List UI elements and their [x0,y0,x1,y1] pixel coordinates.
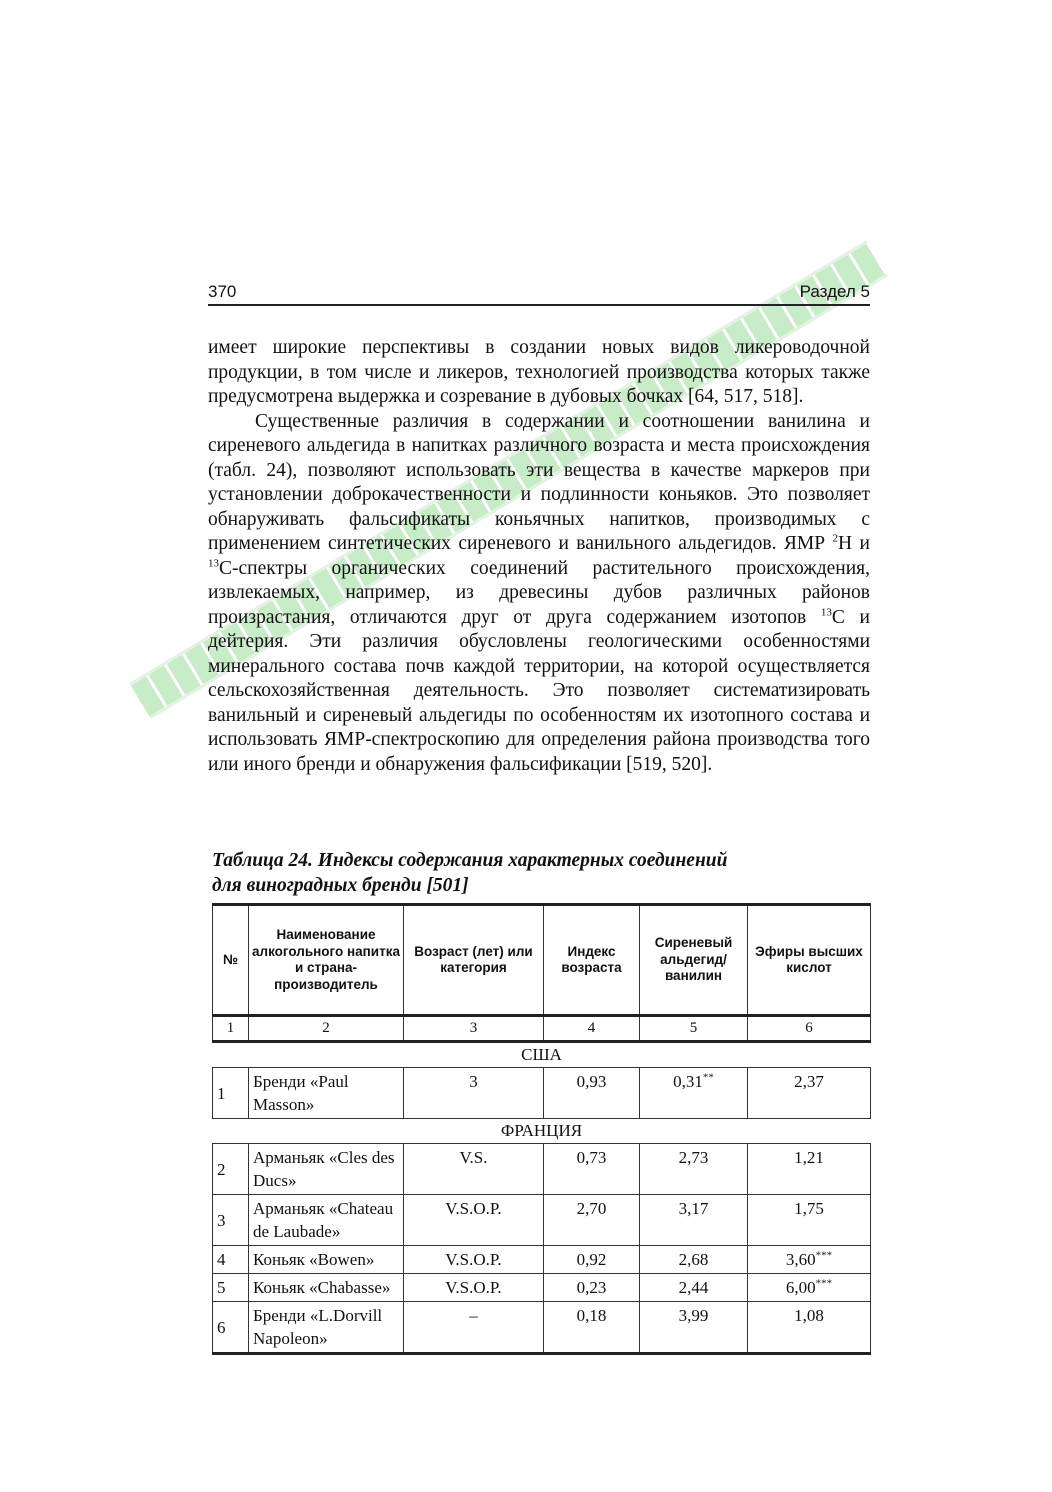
row-age: V.S.O.P. [404,1195,544,1246]
paragraph-2 [208,410,870,778]
row-name: Бренди «L.Dorvill Napoleon» [249,1302,404,1354]
footnote-mark: ** [702,1071,714,1084]
table-row [213,1246,871,1274]
column-number: 5 [640,1016,748,1042]
row-esters [748,1195,871,1246]
row-esters [748,1274,871,1302]
ratio-value: 2,68 [678,1250,709,1269]
row-age: 3 [404,1068,544,1119]
column-number: 2 [249,1016,404,1042]
col-header-name: Наименование алкогольного напитка и страна-производитель [249,905,404,1016]
column-number: 1 [213,1016,249,1042]
col-header-age: Возраст (лет) или категория [404,905,544,1016]
footnote-mark: *** [815,1249,833,1262]
running-header [208,280,870,306]
row-number: 1 [213,1068,249,1119]
row-index: 0,73 [544,1144,640,1195]
row-number: 2 [213,1144,249,1195]
esters-value: 1,08 [794,1306,824,1325]
row-ratio [640,1068,748,1119]
table-row [213,1274,871,1302]
row-name: Арманьяк «Chateau de Laubade» [249,1195,404,1246]
body-text [208,336,870,777]
row-name: Бренди «Paul Masson» [249,1068,404,1119]
row-age: – [404,1302,544,1354]
col-header-esters: Эфиры высших кислот [748,905,871,1016]
esters-value: 6,00 [785,1278,816,1297]
row-ratio [640,1302,748,1354]
paragraph-2-part: H и [838,533,870,554]
ratio-value: 0,31 [673,1072,703,1091]
ratio-value: 2,44 [678,1278,709,1297]
row-esters [748,1302,871,1354]
table-row [213,1195,871,1246]
section-row [213,1119,871,1144]
row-number: 6 [213,1302,249,1354]
table-caption-line-1: Таблица 24. Индексы содержания характерных соединений [212,850,728,871]
table-row [213,1144,871,1195]
row-ratio [640,1144,748,1195]
paragraph-1: имеет широкие перспективы в создании новых видов ликероводочной продукции, в том числе и ликеров, технологией производства которых также предусмотрена выдержка и созревание в дубовых бочках [64, 517, 518]. [208,337,870,407]
ratio-value: 2,73 [678,1148,709,1167]
row-esters [748,1246,871,1274]
esters-value: 2,37 [794,1072,824,1091]
esters-value: 1,21 [794,1148,824,1167]
row-name: Коньяк «Chabasse» [249,1274,404,1302]
column-number: 3 [404,1016,544,1042]
table-caption-line-2: для виноградных бренди [501] [212,875,469,896]
paragraph-2-part: Существенные различия в содержании и соотношении ванилина и сиреневого альдегида в напитках различного возраста и места происхождения (табл. 24), позволяют использовать эти вещества в качестве маркеров при установлении доброкачественности и подлинности коньяков. Это позволяет обнаруживать фальсификаты коньячных напитков, производимых с применением синтетических сиреневого и ванильного альдегидов. ЯМР [208,410,870,554]
row-number: 5 [213,1274,249,1302]
row-esters [748,1144,871,1195]
column-number: 4 [544,1016,640,1042]
section-title: Раздел 5 [799,282,870,301]
section-row [213,1042,871,1068]
row-name: Арманьяк «Cles des Ducs» [249,1144,404,1195]
superscript: 13 [820,606,832,618]
column-number-row [213,1016,871,1042]
data-table [212,903,871,1355]
ratio-value: 3,99 [678,1306,709,1325]
row-age: V.S. [404,1144,544,1195]
row-index: 2,70 [544,1195,640,1246]
col-header-ratio: Сиреневый альдегид/ванилин [640,905,748,1016]
row-esters [748,1068,871,1119]
row-number: 3 [213,1195,249,1246]
row-name: Коньяк «Bowen» [249,1246,404,1274]
superscript: 13 [208,557,219,569]
table-header-row [213,905,871,1016]
paragraph-2-part: С-спектры органических соединений растительного происхождения, извлекаемых, например, из древесины дубов различных районов произрастания, отличаются друг от друга содержанием изотопов [208,557,870,628]
ratio-value: 3,17 [678,1199,709,1218]
row-number: 4 [213,1246,249,1274]
row-ratio [640,1246,748,1274]
row-ratio [640,1195,748,1246]
section-name: США [213,1042,871,1068]
table-row [213,1068,871,1119]
superscript: 2 [832,532,839,545]
paragraph-2-part: С и дейтерия. Эти различия обусловлены геологическими особенностями минерального состава почв каждой территории, на которой осуществляется сельскохозяйственная деятельность. Это позволяет систематизировать ванильный и сиреневый альдегиды по особенностям их изотопного состава и использовать ЯМР-спектроскопию для определения района производства того или иного бренди и обнаружения фальсификации [519, 520]. [208,606,870,775]
column-number: 6 [748,1016,871,1042]
section-name: ФРАНЦИЯ [213,1119,871,1144]
row-ratio [640,1274,748,1302]
page-number: 370 [208,282,237,301]
col-header-number: № [213,905,249,1016]
row-index: 0,18 [544,1302,640,1354]
table-caption [212,848,852,898]
col-header-age-index: Индекс возраста [544,905,640,1016]
row-index: 0,92 [544,1246,640,1274]
footnote-mark: *** [815,1277,833,1290]
row-index: 0,93 [544,1068,640,1119]
row-age: V.S.O.P. [404,1246,544,1274]
table-row [213,1302,871,1354]
row-index: 0,23 [544,1274,640,1302]
esters-value: 1,75 [794,1199,824,1218]
row-age: V.S.O.P. [404,1274,544,1302]
esters-value: 3,60 [785,1250,816,1269]
